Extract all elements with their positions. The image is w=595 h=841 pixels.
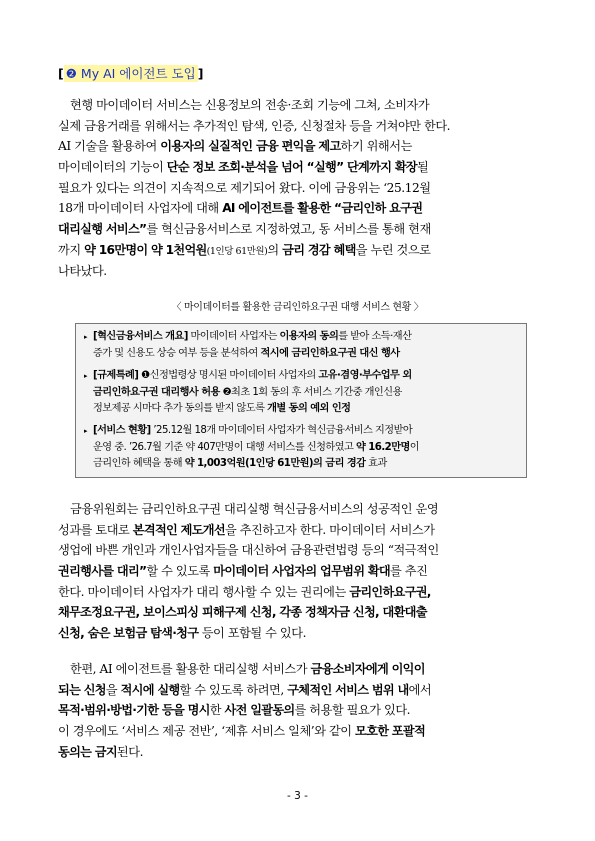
text: 성과를 토대로 <box>58 522 133 537</box>
emphasis: 본격적인 제도개선 <box>132 522 225 537</box>
text: 한다. 마이데이터 사업자가 대리 행사할 수 있는 권리에는 <box>58 584 350 599</box>
text: 이 경우에도 ‘서비스 제공 전반’, ‘제휴 서비스 일체’와 같이 <box>58 724 356 739</box>
box-row <box>84 401 520 418</box>
small-note: (1인당 61만원) <box>206 245 268 257</box>
p1-line <box>58 136 540 157</box>
p2-line <box>58 602 540 623</box>
emphasis: AI 에이전트를 활용한 “금리인하 요구권 <box>222 201 423 216</box>
text: 등이 포함될 수 있다. <box>198 626 307 641</box>
text: 를 허용할 필요가 있다. <box>294 703 411 718</box>
emphasis: 적시에 금리인하요구권 대신 행사 <box>260 347 400 359</box>
triangle-bullet-icon: ▸ <box>84 333 87 341</box>
p1-line: 현행 마이데이터 서비스는 신용정보의 전송·조회 기능에 그쳐, 소비자가 <box>70 98 430 112</box>
section-title: My AI 에이전트 도입 <box>76 66 196 81</box>
paragraph-1 <box>58 95 540 281</box>
emphasis: 개별 동의 예외 인정 <box>267 403 351 414</box>
text: 18개 마이데이터 사업자에 대해 <box>58 201 223 216</box>
box-row <box>84 456 520 473</box>
text: 정보제공 시마다 추가 동의를 받지 않도록 <box>93 403 268 414</box>
emphasis: 신청, 숨은 보험금 탐색·청구 <box>58 626 199 641</box>
text: 을 누린 것으로 <box>355 242 431 257</box>
text: 마이데이터 사업자는 <box>187 331 280 342</box>
emphasis: 권리행사를 대리” <box>58 564 147 579</box>
p2-line: 금융위원회는 금리인하요구권 대리실행 혁신금융서비스의 성공적인 운영 <box>70 502 439 516</box>
text: ’25.12월 18개 마이데이터 사업자가 혁신금융서비스 지정받아 <box>150 425 413 436</box>
text: 한 <box>209 703 225 718</box>
section-number: ❷ <box>65 66 77 81</box>
text: 증가 및 신용도 상승 여부 등을 분석하여 <box>93 347 261 359</box>
text: 할 수 있도록 하려면, <box>179 682 288 697</box>
p3-line <box>58 742 540 763</box>
p3-line <box>58 700 540 721</box>
page-number: - 3 - <box>287 790 308 802</box>
text: 에서 <box>408 682 432 697</box>
p1-line: 필요가 있다는 의견이 지속적으로 제기되어 왔다. 이에 금융위는 ‘25.12월 <box>58 180 431 195</box>
text: 할 수 있도록 <box>146 564 214 579</box>
text: AI 기술을 활용하여 <box>58 139 161 154</box>
emphasis: 약 1,003억원(1인당 61만원)의 금리 경감 <box>184 458 366 469</box>
p2-line: 생업에 바쁜 개인과 개인사업자들을 대신하여 금융관련법령 등의 “적극적인 <box>58 543 439 558</box>
box-caption: 〈 마이데이터를 활용한 금리인하요구권 대행 서비스 현황 〉 <box>171 302 424 313</box>
p1-line <box>58 157 540 178</box>
text: 효과 <box>365 458 387 469</box>
emphasis: 적시에 실행 <box>120 682 180 697</box>
emphasis: 구체적인 서비스 범위 내 <box>287 682 409 697</box>
text: 하기 위해서는 <box>340 139 412 154</box>
paragraph-2 <box>58 499 540 644</box>
box-row <box>84 440 520 457</box>
p1-line <box>58 198 540 219</box>
text: 마이데이터의 기능이 <box>58 160 167 175</box>
triangle-bullet-icon: ▸ <box>84 427 87 435</box>
triangle-bullet-icon: ▸ <box>84 372 87 380</box>
text: 의 <box>267 242 283 257</box>
p3-line <box>58 680 540 701</box>
p2-line <box>58 582 540 603</box>
text: 금리인하 혜택을 통해 <box>93 458 185 469</box>
box-row <box>84 423 520 440</box>
bracket-close: ] <box>197 66 204 81</box>
emphasis: 금융소비자에게 이익이 <box>310 662 425 676</box>
emphasis: 마이데이터 사업자의 업무범위 확대 <box>213 564 390 579</box>
text: 운영 중. ’26.7월 기준 약 407만명이 대행 서비스를 신청하였고 <box>93 441 356 453</box>
text: 된다. <box>116 744 143 759</box>
info-box <box>75 323 527 478</box>
p2-line <box>58 561 540 582</box>
text: 까지 <box>58 242 85 257</box>
emphasis: 이용자의 실질적인 금융 편익을 제고 <box>160 139 341 154</box>
text: 를 혁신금융서비스로 지정하였고, 동 서비스를 통해 현재 <box>146 222 431 237</box>
box-item-overview <box>84 329 520 362</box>
p1-line <box>58 240 540 261</box>
item-tag: [서비스 현황] <box>93 425 151 436</box>
text: 한편, AI 에이전트를 활용한 대리실행 서비스가 <box>70 662 311 676</box>
box-item-status <box>84 423 520 473</box>
text: 될 <box>416 160 429 175</box>
emphasis: 약 16.2만명 <box>355 441 410 453</box>
text: ❷최초 1회 동의 후 서비스 기간중 개인신용 <box>219 386 402 398</box>
emphasis: 금리인하요구권 대리행사 허용 <box>93 386 220 398</box>
emphasis: 동의는 금지 <box>58 744 117 759</box>
box-item-regulation <box>84 368 520 418</box>
emphasis: 약 16만명이 약 1천억원 <box>84 242 207 257</box>
bracket-open: [ <box>58 66 64 81</box>
item-tag: [규제특례] <box>93 370 139 381</box>
paragraph-3 <box>58 659 540 762</box>
p3-line <box>58 721 540 742</box>
emphasis: 고유·겸영·부수업무 외 <box>318 370 412 381</box>
p2-line <box>58 520 540 541</box>
text: 이 <box>409 441 420 453</box>
emphasis: 단순 정보 조회·분석을 넘어 “실행” 단계까지 확장 <box>166 160 417 175</box>
emphasis: 채무조정요구권, 보이스피싱 피해구제 신청, 각종 정책자금 신청, 대환대출 <box>58 605 427 620</box>
text: 를 받아 소득·재산 <box>338 331 412 342</box>
item-tag: [혁신금융서비스 개요] <box>93 331 188 342</box>
emphasis: 대리실행 서비스” <box>58 222 147 237</box>
text: 를 추진 <box>390 564 428 579</box>
emphasis: 이용자의 동의 <box>279 331 339 342</box>
emphasis: 되는 신청 <box>58 682 106 697</box>
box-row <box>84 329 520 346</box>
p3-line <box>58 659 540 680</box>
text: ❶신정법령상 명시된 마이데이터 사업자의 <box>138 370 319 381</box>
section-heading <box>58 64 203 84</box>
p1-line: 실제 금융거래를 위해서는 추가적인 탐색, 인증, 신청절차 등을 거쳐야만 한다. <box>58 118 451 133</box>
box-row <box>84 385 520 402</box>
p1-line <box>58 219 540 240</box>
emphasis: 금리 경감 혜택 <box>282 242 356 257</box>
emphasis: 금리인하요구권, <box>349 584 431 599</box>
emphasis: 사전 일괄동의 <box>224 703 295 718</box>
p1-line: 나타났다. <box>58 263 107 278</box>
box-row <box>84 368 520 385</box>
box-row <box>84 346 520 363</box>
emphasis: 모호한 포괄적 <box>355 724 426 739</box>
emphasis: 목적·범위·방법·기한 등을 명시 <box>58 703 210 718</box>
text: 을 추진하고자 한다. 마이데이터 서비스가 <box>224 522 435 537</box>
text: 을 <box>105 682 121 697</box>
p2-line <box>58 623 540 644</box>
section-title-highlight <box>64 65 198 82</box>
